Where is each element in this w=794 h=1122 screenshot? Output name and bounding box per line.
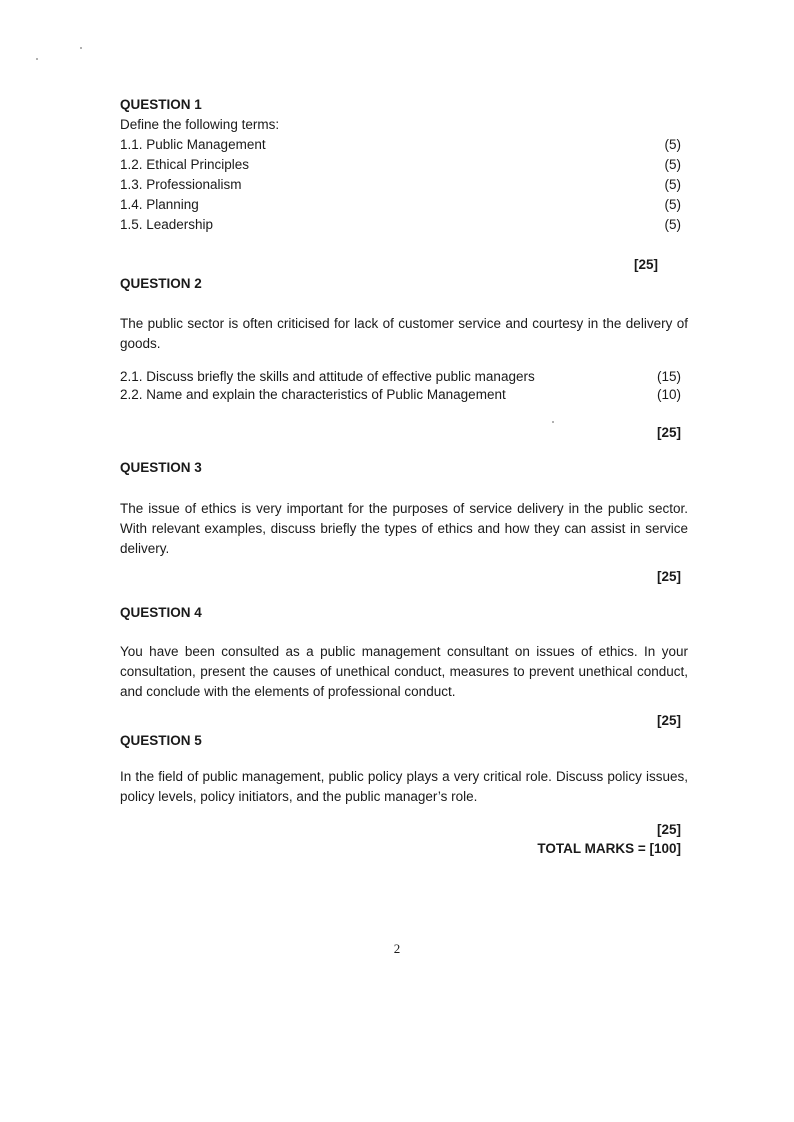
scan-speck (552, 421, 554, 423)
question-4-title: QUESTION 4 (120, 605, 202, 620)
q1-item-3-marks: (5) (664, 177, 681, 192)
q1-item-4-marks: (5) (664, 197, 681, 212)
q1-item-2-marks: (5) (664, 157, 681, 172)
question-4-paragraph: You have been consulted as a public management consultant on issues of ethics. In your consultation, present the causes of unethical conduct, measures to prevent unethical conduct, and conclude with the elements of professional conduct. (120, 644, 688, 699)
question-5-paragraph: In the field of public management, public policy plays a very critical role. Discuss policy issues, policy levels, policy initiators, and the public manager’s role. (120, 769, 688, 804)
total-marks: TOTAL MARKS = [100] (537, 841, 681, 856)
q2-item-1-marks: (15) (656, 369, 681, 384)
q1-item-3-label: 1.3. Professionalism (120, 177, 242, 192)
q2-item-1-label: 2.1. Discuss briefly the skills and attitude of effective public managers (120, 369, 535, 384)
question-3-title: QUESTION 3 (120, 460, 202, 475)
question-2-total: [25] (656, 425, 681, 440)
scan-speck (36, 58, 38, 60)
q1-item-2-label: 1.2. Ethical Principles (120, 157, 250, 172)
question-3-paragraph: The issue of ethics is very important for the purposes of service delivery in the public sector. With relevant examples, discuss briefly the types of ethics and how they can assist in service delivery. (120, 501, 688, 556)
q1-item-5-label: 1.5. Leadership (120, 217, 214, 232)
question-4-total: [25] (656, 713, 681, 728)
question-5-title: QUESTION 5 (120, 733, 202, 748)
q1-item-5-marks: (5) (664, 217, 681, 232)
scan-speck (80, 47, 82, 49)
question-1-intro: Define the following terms: (120, 117, 280, 132)
question-1-title: QUESTION 1 (120, 97, 202, 112)
q1-item-4-label: 1.4. Planning (120, 197, 199, 212)
q1-item-1-marks: (5) (664, 137, 681, 152)
page-number: 2 (393, 941, 401, 956)
question-2-paragraph: The public sector is often criticised for lack of customer service and courtesy in the delivery of goods. (120, 316, 688, 351)
q2-item-2-label: 2.2. Name and explain the characteristics of Public Management (120, 387, 506, 402)
question-5-total: [25] (656, 822, 681, 837)
question-2-title: QUESTION 2 (120, 276, 202, 291)
q1-item-1-label: 1.1. Public Management (120, 137, 266, 152)
question-1-total: [25] (633, 257, 658, 272)
question-3-total: [25] (656, 569, 681, 584)
q2-item-2-marks: (10) (656, 387, 681, 402)
